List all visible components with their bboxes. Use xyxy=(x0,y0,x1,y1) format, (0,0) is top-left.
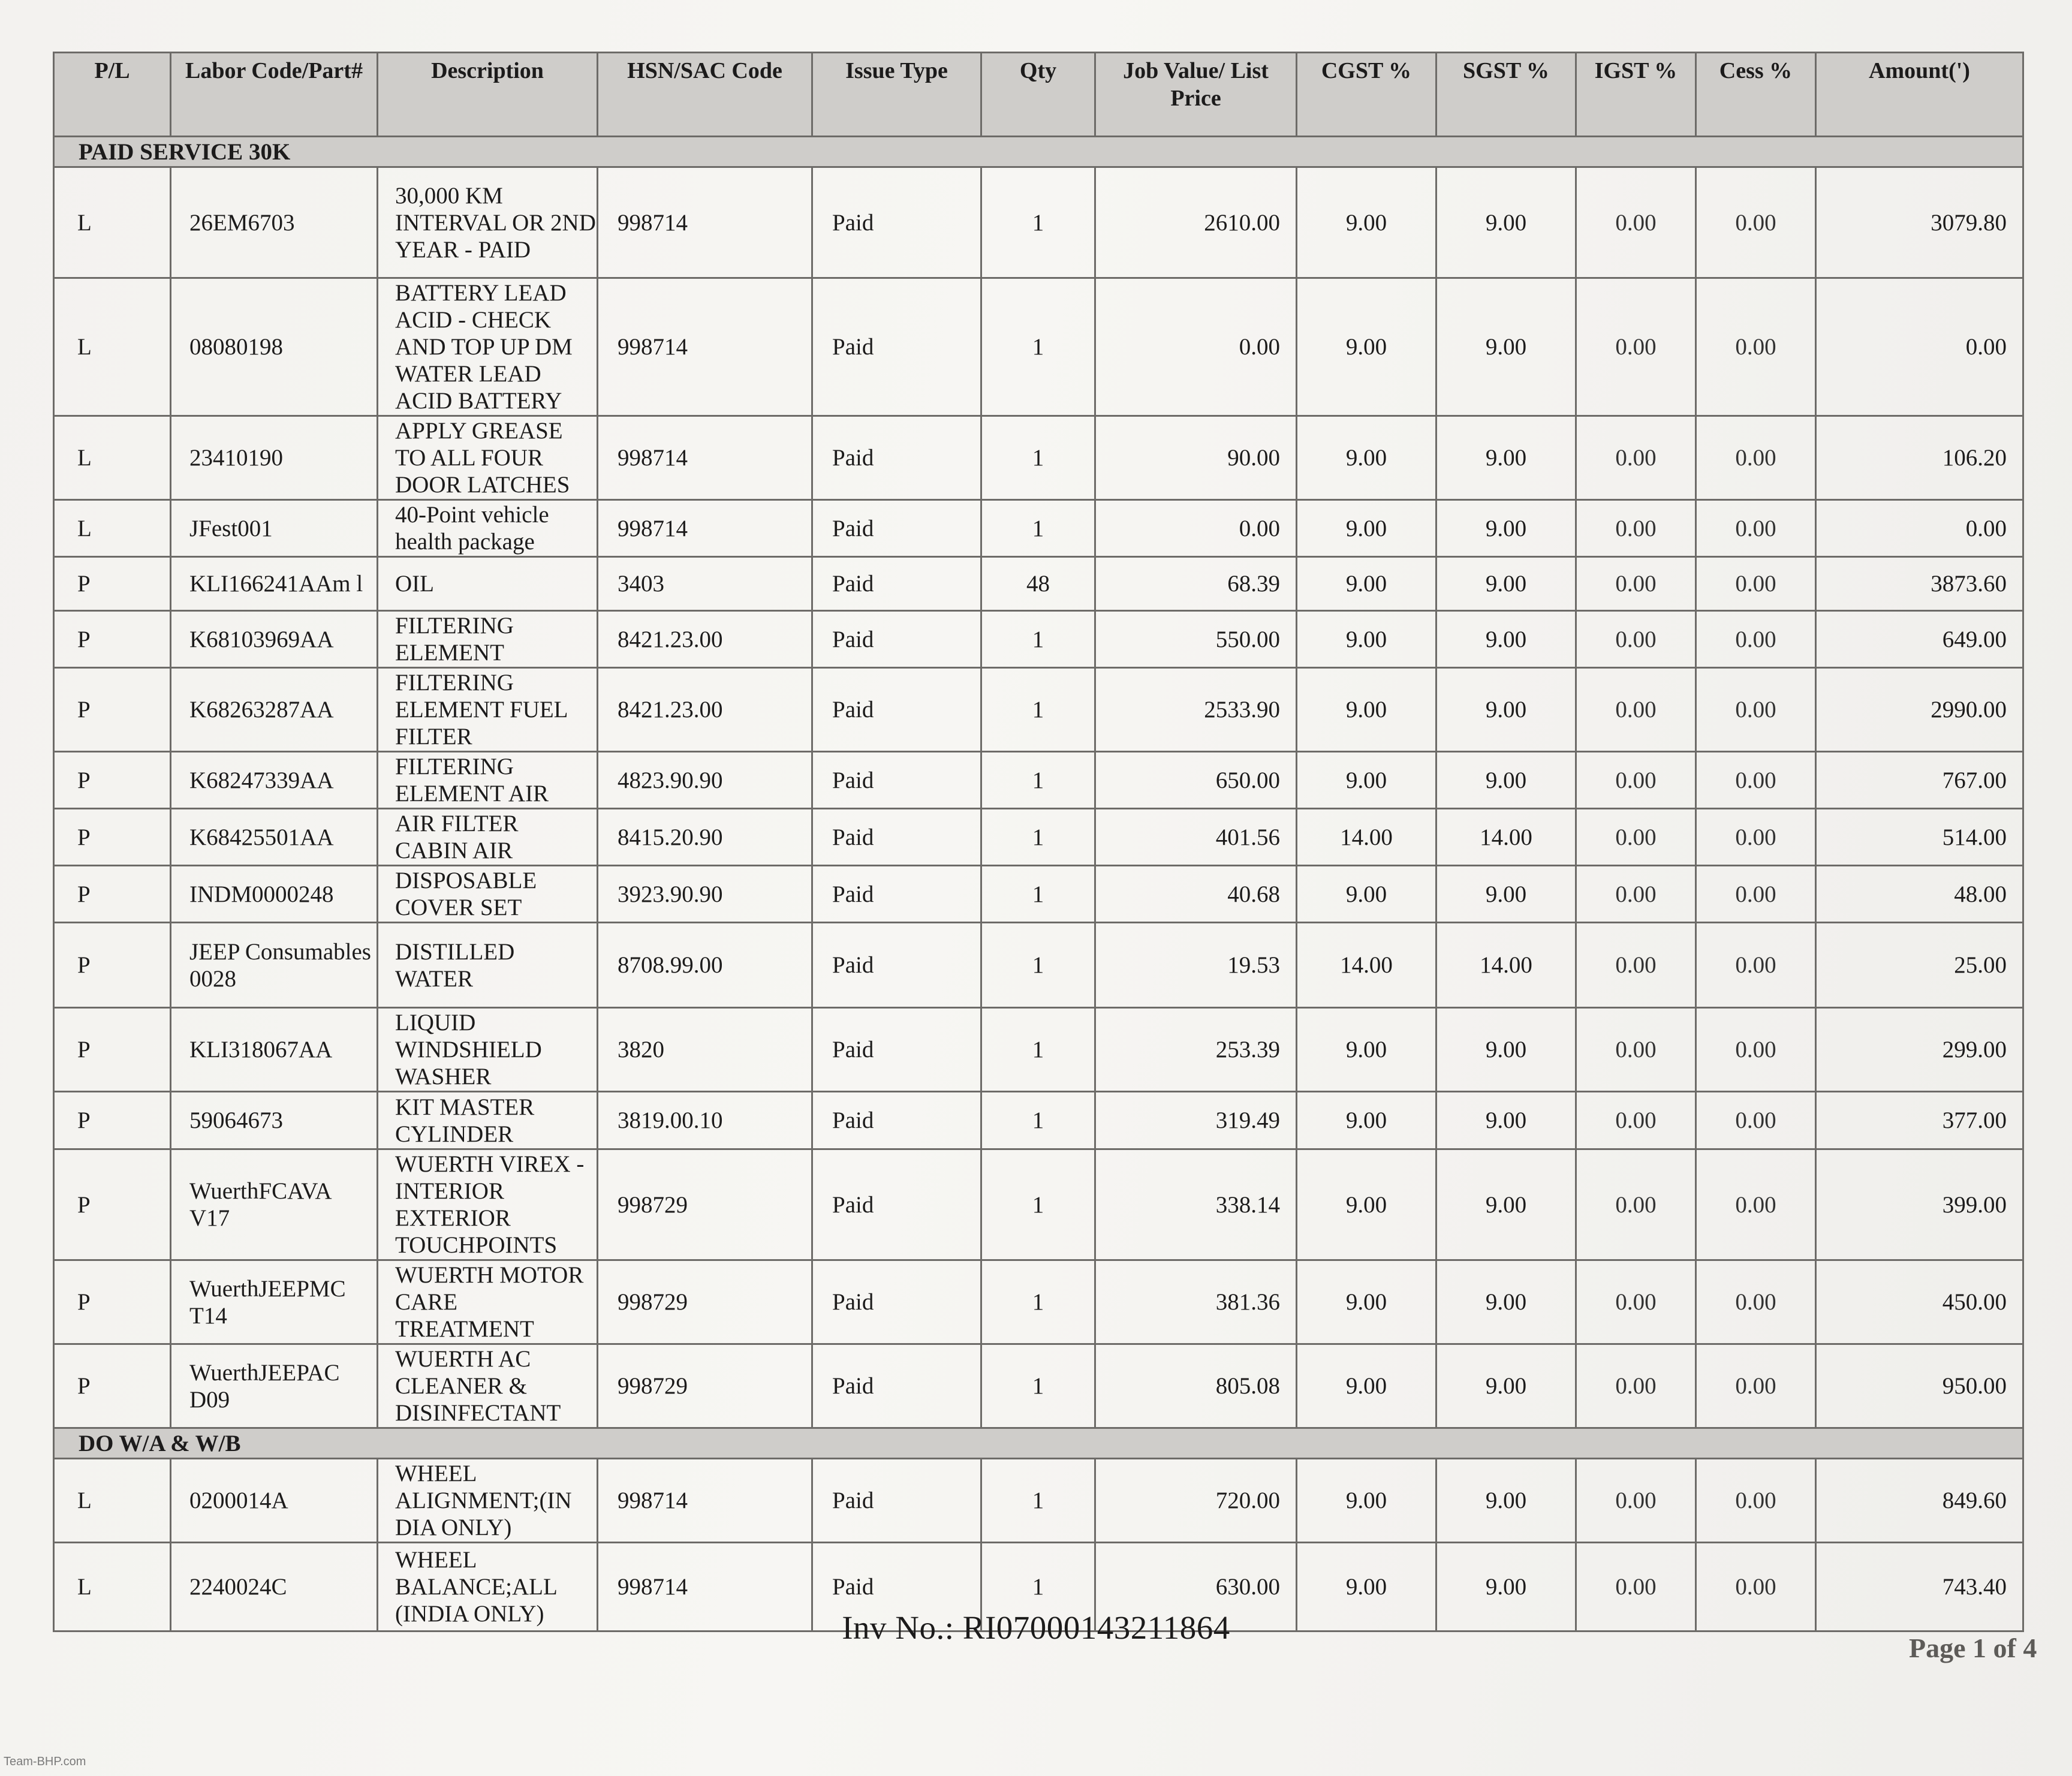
cell-pl: P xyxy=(54,923,171,1008)
cell-code: K68263287AA xyxy=(171,668,378,752)
cell-description: WHEEL ALIGNMENT;(IN DIA ONLY) xyxy=(378,1459,598,1543)
cell-job-value: 90.00 xyxy=(1095,416,1297,500)
cell-sgst: 9.00 xyxy=(1436,416,1576,500)
cell-igst: 0.00 xyxy=(1576,1344,1696,1428)
cell-issue-type: Paid xyxy=(812,866,981,923)
cell-code: WuerthJEEPAC D09 xyxy=(171,1344,378,1428)
cell-cgst: 9.00 xyxy=(1297,1344,1436,1428)
cell-job-value: 2533.90 xyxy=(1095,668,1297,752)
cell-igst: 0.00 xyxy=(1576,923,1696,1008)
cell-cgst: 9.00 xyxy=(1297,1260,1436,1344)
cell-pl: P xyxy=(54,866,171,923)
cell-description: WUERTH AC CLEANER & DISINFECTANT xyxy=(378,1344,598,1428)
cell-igst: 0.00 xyxy=(1576,611,1696,668)
cell-sgst: 9.00 xyxy=(1436,1260,1576,1344)
cell-sgst: 9.00 xyxy=(1436,752,1576,809)
cell-pl: P xyxy=(54,557,171,611)
cell-job-value: 720.00 xyxy=(1095,1459,1297,1543)
page-number: Page 1 of 4 xyxy=(1909,1633,2037,1663)
table-row xyxy=(54,1260,2023,1344)
cell-cgst: 9.00 xyxy=(1297,866,1436,923)
cell-code: 26EM6703 xyxy=(171,167,378,278)
cell-qty: 1 xyxy=(981,167,1095,278)
cell-description: LIQUID WINDSHIELD WASHER xyxy=(378,1008,598,1092)
cell-amount: 767.00 xyxy=(1816,752,2023,809)
cell-issue-type: Paid xyxy=(812,1008,981,1092)
col-header-pl: P/L xyxy=(54,53,171,137)
cell-sgst: 9.00 xyxy=(1436,167,1576,278)
cell-sgst: 9.00 xyxy=(1436,866,1576,923)
cell-igst: 0.00 xyxy=(1576,416,1696,500)
table-row xyxy=(54,668,2023,752)
invoice-table-container xyxy=(53,52,2022,1632)
table-row xyxy=(54,866,2023,923)
table-row xyxy=(54,1008,2023,1092)
cell-job-value: 2610.00 xyxy=(1095,167,1297,278)
cell-pl: L xyxy=(54,500,171,557)
cell-cess: 0.00 xyxy=(1696,1543,1816,1631)
cell-pl: L xyxy=(54,1459,171,1543)
cell-hsn: 998729 xyxy=(598,1149,812,1260)
cell-code: INDM0000248 xyxy=(171,866,378,923)
cell-cgst: 14.00 xyxy=(1297,923,1436,1008)
cell-cess: 0.00 xyxy=(1696,557,1816,611)
cell-description: FILTERING ELEMENT AIR xyxy=(378,752,598,809)
cell-code: JFest001 xyxy=(171,500,378,557)
cell-cgst: 9.00 xyxy=(1297,1543,1436,1631)
cell-cgst: 9.00 xyxy=(1297,1459,1436,1543)
table-row xyxy=(54,611,2023,668)
invoice-number: Inv No.: RI07000143211864 xyxy=(842,1609,1230,1646)
cell-amount: 450.00 xyxy=(1816,1260,2023,1344)
cell-qty: 1 xyxy=(981,1149,1095,1260)
cell-code: WuerthJEEPMC T14 xyxy=(171,1260,378,1344)
cell-code: 23410190 xyxy=(171,416,378,500)
cell-sgst: 9.00 xyxy=(1436,500,1576,557)
cell-qty: 1 xyxy=(981,752,1095,809)
cell-igst: 0.00 xyxy=(1576,809,1696,866)
cell-job-value: 805.08 xyxy=(1095,1344,1297,1428)
cell-igst: 0.00 xyxy=(1576,1092,1696,1149)
table-row xyxy=(54,1344,2023,1428)
cell-cgst: 9.00 xyxy=(1297,416,1436,500)
cell-hsn: 3820 xyxy=(598,1008,812,1092)
cell-pl: P xyxy=(54,1260,171,1344)
cell-cgst: 9.00 xyxy=(1297,1008,1436,1092)
cell-description: WUERTH VIREX - INTERIOR EXTERIOR TOUCHPOINTS xyxy=(378,1149,598,1260)
cell-hsn: 8421.23.00 xyxy=(598,668,812,752)
table-row xyxy=(54,278,2023,416)
cell-hsn: 998714 xyxy=(598,167,812,278)
cell-job-value: 401.56 xyxy=(1095,809,1297,866)
table-row xyxy=(54,500,2023,557)
col-header-job-value: Job Value/ List Price xyxy=(1095,53,1297,137)
cell-code: 2240024C xyxy=(171,1543,378,1631)
cell-amount: 743.40 xyxy=(1816,1543,2023,1631)
cell-igst: 0.00 xyxy=(1576,1149,1696,1260)
cell-igst: 0.00 xyxy=(1576,866,1696,923)
cell-sgst: 9.00 xyxy=(1436,557,1576,611)
cell-job-value: 630.00 xyxy=(1095,1543,1297,1631)
cell-amount: 48.00 xyxy=(1816,866,2023,923)
cell-qty: 1 xyxy=(981,809,1095,866)
cell-amount: 649.00 xyxy=(1816,611,2023,668)
cell-amount: 106.20 xyxy=(1816,416,2023,500)
invoice-table xyxy=(53,52,2024,1632)
cell-qty: 1 xyxy=(981,500,1095,557)
table-row xyxy=(54,1149,2023,1260)
cell-cess: 0.00 xyxy=(1696,500,1816,557)
cell-amount: 299.00 xyxy=(1816,1008,2023,1092)
cell-igst: 0.00 xyxy=(1576,752,1696,809)
cell-igst: 0.00 xyxy=(1576,1008,1696,1092)
cell-description: OIL xyxy=(378,557,598,611)
cell-amount: 3873.60 xyxy=(1816,557,2023,611)
cell-hsn: 998714 xyxy=(598,1459,812,1543)
invoice-table-body xyxy=(54,137,2023,1631)
cell-description: FILTERING ELEMENT xyxy=(378,611,598,668)
cell-job-value: 19.53 xyxy=(1095,923,1297,1008)
cell-code: JEEP Consumables 0028 xyxy=(171,923,378,1008)
table-row xyxy=(54,752,2023,809)
cell-qty: 1 xyxy=(981,923,1095,1008)
cell-code: KLI166241AAm l xyxy=(171,557,378,611)
cell-hsn: 998714 xyxy=(598,278,812,416)
cell-code: K68425501AA xyxy=(171,809,378,866)
cell-amount: 3079.80 xyxy=(1816,167,2023,278)
cell-issue-type: Paid xyxy=(812,1459,981,1543)
cell-cess: 0.00 xyxy=(1696,668,1816,752)
cell-cess: 0.00 xyxy=(1696,809,1816,866)
cell-qty: 48 xyxy=(981,557,1095,611)
table-row xyxy=(54,557,2023,611)
cell-code: 59064673 xyxy=(171,1092,378,1149)
cell-hsn: 3923.90.90 xyxy=(598,866,812,923)
cell-cess: 0.00 xyxy=(1696,1092,1816,1149)
cell-igst: 0.00 xyxy=(1576,1459,1696,1543)
cell-description: AIR FILTER CABIN AIR xyxy=(378,809,598,866)
cell-cgst: 14.00 xyxy=(1297,809,1436,866)
cell-job-value: 319.49 xyxy=(1095,1092,1297,1149)
col-header-cess: Cess % xyxy=(1696,53,1816,137)
cell-pl: L xyxy=(54,416,171,500)
cell-description: FILTERING ELEMENT FUEL FILTER xyxy=(378,668,598,752)
cell-qty: 1 xyxy=(981,1008,1095,1092)
cell-pl: P xyxy=(54,809,171,866)
cell-job-value: 0.00 xyxy=(1095,500,1297,557)
cell-description: APPLY GREASE TO ALL FOUR DOOR LATCHES xyxy=(378,416,598,500)
cell-description: DISTILLED WATER xyxy=(378,923,598,1008)
cell-description: 40-Point vehicle health package xyxy=(378,500,598,557)
cell-issue-type: Paid xyxy=(812,668,981,752)
cell-qty: 1 xyxy=(981,1344,1095,1428)
cell-cgst: 9.00 xyxy=(1297,500,1436,557)
col-header-cgst: CGST % xyxy=(1297,53,1436,137)
cell-job-value: 550.00 xyxy=(1095,611,1297,668)
cell-pl: P xyxy=(54,1092,171,1149)
col-header-description: Description xyxy=(378,53,598,137)
cell-amount: 0.00 xyxy=(1816,500,2023,557)
cell-pl: L xyxy=(54,278,171,416)
cell-pl: P xyxy=(54,752,171,809)
cell-igst: 0.00 xyxy=(1576,278,1696,416)
cell-job-value: 338.14 xyxy=(1095,1149,1297,1260)
cell-code: K68247339AA xyxy=(171,752,378,809)
cell-cgst: 9.00 xyxy=(1297,611,1436,668)
cell-amount: 0.00 xyxy=(1816,278,2023,416)
cell-hsn: 4823.90.90 xyxy=(598,752,812,809)
col-header-hsn: HSN/SAC Code xyxy=(598,53,812,137)
cell-description: DISPOSABLE COVER SET xyxy=(378,866,598,923)
section-title: PAID SERVICE 30K xyxy=(54,137,2023,167)
cell-job-value: 381.36 xyxy=(1095,1260,1297,1344)
cell-amount: 2990.00 xyxy=(1816,668,2023,752)
cell-hsn: 998714 xyxy=(598,500,812,557)
cell-qty: 1 xyxy=(981,278,1095,416)
cell-qty: 1 xyxy=(981,611,1095,668)
cell-qty: 1 xyxy=(981,1092,1095,1149)
cell-sgst: 9.00 xyxy=(1436,1543,1576,1631)
cell-sgst: 9.00 xyxy=(1436,1092,1576,1149)
table-row xyxy=(54,167,2023,278)
cell-amount: 849.60 xyxy=(1816,1459,2023,1543)
cell-issue-type: Paid xyxy=(812,809,981,866)
cell-cgst: 9.00 xyxy=(1297,557,1436,611)
cell-pl: P xyxy=(54,668,171,752)
table-row xyxy=(54,923,2023,1008)
cell-issue-type: Paid xyxy=(812,416,981,500)
cell-code: WuerthFCAVA V17 xyxy=(171,1149,378,1260)
cell-igst: 0.00 xyxy=(1576,1543,1696,1631)
cell-qty: 1 xyxy=(981,1459,1095,1543)
cell-cess: 0.00 xyxy=(1696,1008,1816,1092)
cell-amount: 25.00 xyxy=(1816,923,2023,1008)
col-header-qty: Qty xyxy=(981,53,1095,137)
cell-amount: 514.00 xyxy=(1816,809,2023,866)
cell-issue-type: Paid xyxy=(812,611,981,668)
cell-igst: 0.00 xyxy=(1576,1260,1696,1344)
cell-pl: P xyxy=(54,1344,171,1428)
cell-cess: 0.00 xyxy=(1696,866,1816,923)
cell-cgst: 9.00 xyxy=(1297,1092,1436,1149)
cell-sgst: 9.00 xyxy=(1436,1149,1576,1260)
cell-cess: 0.00 xyxy=(1696,923,1816,1008)
cell-issue-type: Paid xyxy=(812,1260,981,1344)
cell-sgst: 9.00 xyxy=(1436,668,1576,752)
col-header-amount: Amount(') xyxy=(1816,53,2023,137)
cell-code: 08080198 xyxy=(171,278,378,416)
cell-cgst: 9.00 xyxy=(1297,668,1436,752)
cell-pl: P xyxy=(54,1149,171,1260)
cell-qty: 1 xyxy=(981,1260,1095,1344)
cell-sgst: 9.00 xyxy=(1436,611,1576,668)
cell-job-value: 253.39 xyxy=(1095,1008,1297,1092)
section-header-row xyxy=(54,1428,2023,1459)
cell-issue-type: Paid xyxy=(812,1149,981,1260)
cell-cgst: 9.00 xyxy=(1297,278,1436,416)
cell-issue-type: Paid xyxy=(812,1344,981,1428)
cell-amount: 950.00 xyxy=(1816,1344,2023,1428)
col-header-code: Labor Code/Part# xyxy=(171,53,378,137)
cell-hsn: 998729 xyxy=(598,1260,812,1344)
cell-sgst: 14.00 xyxy=(1436,809,1576,866)
section-title: DO W/A & W/B xyxy=(54,1428,2023,1459)
table-row xyxy=(54,1092,2023,1149)
cell-description: WUERTH MOTOR CARE TREATMENT xyxy=(378,1260,598,1344)
cell-hsn: 998714 xyxy=(598,416,812,500)
cell-qty: 1 xyxy=(981,866,1095,923)
cell-sgst: 9.00 xyxy=(1436,278,1576,416)
cell-issue-type: Paid xyxy=(812,1543,981,1631)
cell-igst: 0.00 xyxy=(1576,500,1696,557)
cell-job-value: 68.39 xyxy=(1095,557,1297,611)
col-header-igst: IGST % xyxy=(1576,53,1696,137)
cell-description: KIT MASTER CYLINDER xyxy=(378,1092,598,1149)
cell-sgst: 9.00 xyxy=(1436,1008,1576,1092)
cell-cess: 0.00 xyxy=(1696,1459,1816,1543)
cell-description: BATTERY LEAD ACID - CHECK AND TOP UP DM WATER LEAD ACID BATTERY xyxy=(378,278,598,416)
cell-hsn: 3403 xyxy=(598,557,812,611)
cell-cess: 0.00 xyxy=(1696,1260,1816,1344)
cell-issue-type: Paid xyxy=(812,923,981,1008)
cell-hsn: 8421.23.00 xyxy=(598,611,812,668)
cell-cgst: 9.00 xyxy=(1297,752,1436,809)
cell-code: K68103969AA xyxy=(171,611,378,668)
cell-cess: 0.00 xyxy=(1696,278,1816,416)
cell-igst: 0.00 xyxy=(1576,167,1696,278)
cell-hsn: 8415.20.90 xyxy=(598,809,812,866)
cell-igst: 0.00 xyxy=(1576,557,1696,611)
table-row xyxy=(54,416,2023,500)
cell-cess: 0.00 xyxy=(1696,611,1816,668)
cell-hsn: 998729 xyxy=(598,1344,812,1428)
cell-pl: L xyxy=(54,1543,171,1631)
cell-description: 30,000 KM INTERVAL OR 2ND YEAR - PAID xyxy=(378,167,598,278)
cell-cess: 0.00 xyxy=(1696,752,1816,809)
watermark-logo: Team-BHP.com xyxy=(4,1755,86,1768)
cell-issue-type: Paid xyxy=(812,752,981,809)
col-header-issue-type: Issue Type xyxy=(812,53,981,137)
cell-cess: 0.00 xyxy=(1696,1344,1816,1428)
cell-pl: L xyxy=(54,167,171,278)
cell-amount: 377.00 xyxy=(1816,1092,2023,1149)
cell-issue-type: Paid xyxy=(812,1092,981,1149)
cell-code: KLI318067AA xyxy=(171,1008,378,1092)
cell-amount: 399.00 xyxy=(1816,1149,2023,1260)
table-header-row xyxy=(54,53,2023,137)
cell-cess: 0.00 xyxy=(1696,167,1816,278)
cell-hsn: 8708.99.00 xyxy=(598,923,812,1008)
cell-job-value: 650.00 xyxy=(1095,752,1297,809)
cell-description: WHEEL BALANCE;ALL (INDIA ONLY) xyxy=(378,1543,598,1631)
cell-job-value: 40.68 xyxy=(1095,866,1297,923)
cell-qty: 1 xyxy=(981,1543,1095,1631)
cell-issue-type: Paid xyxy=(812,278,981,416)
cell-cgst: 9.00 xyxy=(1297,1149,1436,1260)
section-header-row xyxy=(54,137,2023,167)
cell-qty: 1 xyxy=(981,668,1095,752)
cell-cess: 0.00 xyxy=(1696,416,1816,500)
table-row xyxy=(54,809,2023,866)
cell-issue-type: Paid xyxy=(812,500,981,557)
col-header-sgst: SGST % xyxy=(1436,53,1576,137)
cell-cgst: 9.00 xyxy=(1297,167,1436,278)
cell-qty: 1 xyxy=(981,416,1095,500)
table-row xyxy=(54,1459,2023,1543)
cell-hsn: 998714 xyxy=(598,1543,812,1631)
cell-hsn: 3819.00.10 xyxy=(598,1092,812,1149)
cell-job-value: 0.00 xyxy=(1095,278,1297,416)
cell-sgst: 14.00 xyxy=(1436,923,1576,1008)
cell-pl: P xyxy=(54,1008,171,1092)
cell-igst: 0.00 xyxy=(1576,668,1696,752)
cell-pl: P xyxy=(54,611,171,668)
cell-cess: 0.00 xyxy=(1696,1149,1816,1260)
cell-code: 0200014A xyxy=(171,1459,378,1543)
cell-sgst: 9.00 xyxy=(1436,1344,1576,1428)
cell-sgst: 9.00 xyxy=(1436,1459,1576,1543)
cell-issue-type: Paid xyxy=(812,557,981,611)
cell-issue-type: Paid xyxy=(812,167,981,278)
